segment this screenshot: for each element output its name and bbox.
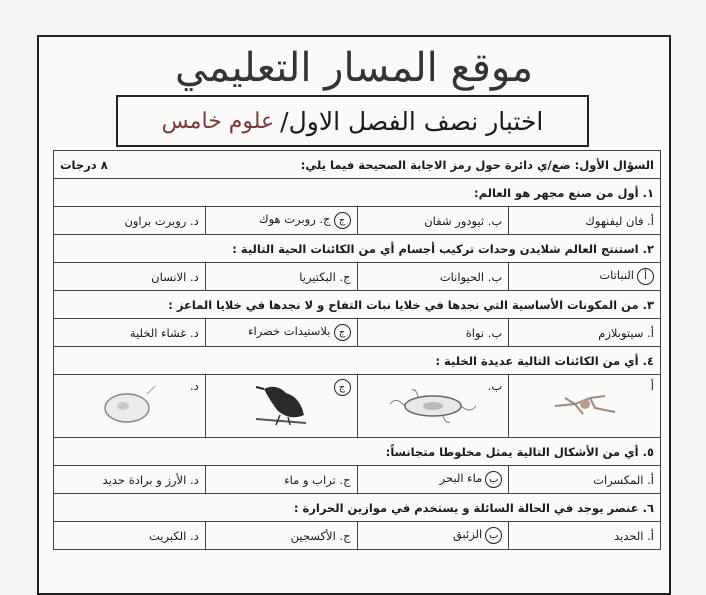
question-3-text: ٣. من المكونات الأساسية التي نجدها في خلايا نبات التفاح و لا نجدها في خلايا الماعز : [54,291,661,319]
q1-option-c[interactable] [205,207,357,235]
question-3-options [54,319,661,347]
q3-option-b[interactable]: ب. نواة [357,319,509,347]
q3-option-a[interactable]: أ. سيتوبلازم [509,319,661,347]
question-4-text: ٤. أي من الكائنات التالية عديدة الخلية : [54,347,661,375]
answer-circle-icon: ج [334,212,351,229]
question-4-options [54,375,661,438]
q2-option-b[interactable]: ب. الحيوانات [357,263,509,291]
q2-option-a-label: النباتات [599,268,634,282]
question-6-options [54,522,661,550]
q5-option-d[interactable]: د. الأرز و برادة حديد [54,466,206,494]
answer-circle-icon: ج [331,379,351,396]
exam-title-box [116,95,589,147]
section-header [54,151,661,179]
bird-icon [246,379,316,433]
q1-option-b[interactable]: ب. ثيودور شفان [357,207,509,235]
q4-option-b[interactable] [357,375,509,438]
q6-option-c[interactable]: ج. الأكسجين [205,522,357,550]
q3-option-c[interactable] [205,319,357,347]
q1-option-c-label: ج. روبرت هوك [259,212,331,226]
q6-option-b-label: الزئبق [452,527,483,541]
subject-handwritten: علوم خامس [161,108,275,134]
site-name-handwritten: موقع المسار التعليمي [175,45,533,91]
answer-circle-icon: ج [334,324,351,341]
question-2-text: ٢. استنتج العالم شلايدن وحدات تركيب أجسام أي من الكائنات الحية التالية : [54,235,661,263]
q6-option-b[interactable] [357,522,509,550]
question-5-options [54,466,661,494]
section-marks: ٨ درجات [60,157,108,172]
question-1-text: ١. أول من صنع مجهر هو العالم: [54,179,661,207]
neuron-cell-icon [545,386,625,426]
q5-option-b[interactable] [357,466,509,494]
q5-option-b-label: ماء البحر [439,471,483,485]
q5-option-c[interactable]: ج. تراب و ماء [205,466,357,494]
question-5-text: ٥. أي من الأشكال التالية يمثل مخلوطا متجانساً: [54,438,661,466]
q1-option-d[interactable]: د. روبرت براون [54,207,206,235]
q4-label-b: ب. [487,379,503,393]
bacterium-icon [388,386,478,426]
single-cell-icon [99,384,159,428]
q4-option-c[interactable] [205,375,357,438]
question-2-options [54,263,661,291]
q6-option-d[interactable]: د. الكبريت [54,522,206,550]
q2-option-d[interactable]: د. الانسان [54,263,206,291]
exam-title: اختبار نصف الفصل الاول/ [280,106,544,136]
q4-option-a[interactable] [509,375,661,438]
q4-label-d: د. [189,379,199,393]
answer-circle-icon: ب [485,527,502,544]
q6-option-a[interactable]: أ. الحديد [509,522,661,550]
question-1-options [54,207,661,235]
section-title: السؤال الأول: ضع/ي دائرة حول رمز الاجابة الصحيحة فيما يلي: [300,157,654,172]
q2-option-c[interactable]: ج. البكتيريا [205,263,357,291]
answer-circle-icon: ب [485,471,502,488]
q3-option-d[interactable]: د. غشاء الخلية [54,319,206,347]
q3-option-c-label: بلاستيدات خضراء [248,324,331,338]
answer-circle-icon: أ [637,268,654,285]
exam-sheet [37,35,671,595]
q1-option-a[interactable]: أ. فان ليفنهوك [509,207,661,235]
q2-option-a[interactable] [509,263,661,291]
question-6-text: ٦. عنصر يوجد في الحالة السائلة و يستخدم في موازين الحرارة : [54,494,661,522]
q5-option-a[interactable]: أ. المكسرات [509,466,661,494]
q4-label-a: أ [650,379,654,393]
q4-option-d[interactable] [54,375,206,438]
questions-table [53,150,661,550]
